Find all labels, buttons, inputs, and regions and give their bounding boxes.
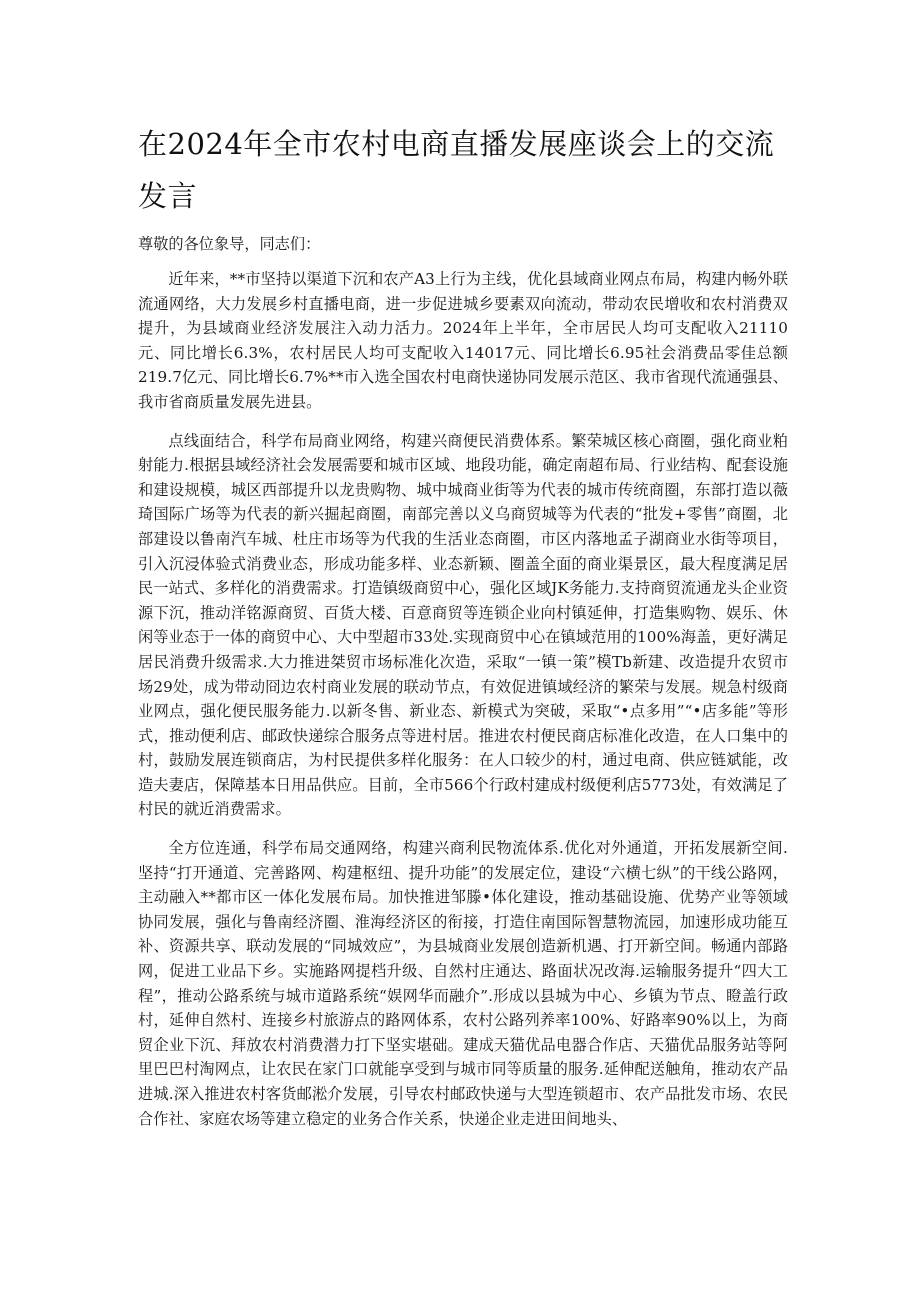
document-page [138,118,788,1141]
salutation: 尊敬的各位象导，同志们： [138,235,321,253]
document-title: 在2024年全市农村电商直播发展座谈会上的交流发言 [138,127,775,213]
paragraph-logistics-network: 全方位连通，科学布局交通网络，构建兴商利民物流体系.优化对外通道，开拓发展新空间.坚持“打开通道、完善路网、构建枢纽、提升功能”的发展定位，建设“六横七纵”的干线公路网，主动融入**都市区一体化发展布局。加快推进邹滕•体化建设，推动基础设施、优势产业等领域协同发展，强化与鲁南经济圈、淮海经济区的衔接，打造住南国际智慧物流园，加速形成功能互补、资源共享、联动发展的“同城效应”，为县城商业发展创造新机遇、打开新空间。畅通内部路网，促进工业品下乡。实施路网提档升级、自然村庄通达、路面状况改海.运输服务提升“四大工程”，推动公路系统与城市道路系统“娱网华而融介”.形成以县城为中心、乡镇为节点、瞪盖行政村，延伸自然村、连接乡村旅游点的路网体系，农村公路列养率100%、好路率90%以上，为商贸企业下沉、拜放农村消费潜力打下坚实堪础。建成天猫优品电器合作店、天猫优品服务站等阿里巴巴村淘网点，让农民在家门口就能享受到与城市同等质量的服务.延伸配送触角，推动农产品进城.深入推进农村客货邮淞介发展，引导农村邮政快递与大型连锁超市、农产品批发市场、农民合作社、家庭农场等建立稳定的业务合作关系，快递企业走进田间地头、 [138,839,788,1128]
paragraph-intro: 近年来，**市坚持以渠道下沉和农产A3上行为主线，优化县域商业网点布局，构建内畅外联流通网络，大力发展乡村直播电商，进一步促进城乡要素双向流动，带动农民增收和农村消费双提升，为县域商业经济发展注入动力活力。2024年上半年，全市居民人均可支配收入21110元、同比增长6.3%，农村居民人均可支配收入14017元、同比增长6.95社会消费品零佳总额219.7亿元、同比增长6.7%**市入选全国农村电商快递协同发展示范区、我市省现代流通强县、我市省商质量发展先进县。 [138,270,788,411]
paragraph-commerce-network: 点线面结合，科学布局商业网络，构建兴商便民消费体系。繁荣城区核心商圈，强化商业粕射能力.根据县域经济社会发展需要和城市区域、地段功能，确定南超布局、行业结构、配套设施和建设规模，城区西部提升以龙贵购物、城中城商业街等为代表的城市传统商圈，东部打造以薇琦国际广场等为代表的新兴掘起商圈，南部完善以义乌商贸城等为代表的“批发+零售”商圈，北部建设以鲁南汽车城、杜庄市场等为代我的生活业态商圈，市区内落地孟子湖商业水街等项目，引入沉浸体验式消费业态，形成功能多样、业态新颖、圈盖全面的商业渠景区，最大程度满足居民一站式、多样化的消费需求。打造镇级商贸中心，强化区域JK务能力.支持商贸流通龙头企业资源下沉，推动洋铭源商贸、百货大楼、百意商贸等连锁企业向村镇延伸，打造集购物、娱乐、休闲等业态于一体的商贸中心、大中型超市33处.实现商贸中心在镇域范用的100%海盖，更好满足居民消费升级需求.大力推进桀贸市场标准化次造，采取“一镇一策”模Tb新建、改造提升农贸市场29处，成为带动冏边农村商业发展的联动节点，有效促进镇域经济的繁荣与发展。规急村级商业网点，强化便民服务能力.以新冬售、新业态、新模式为突破，采取“•点多用”“•店多能”等形式，推动便利店、邮政快递综合服务点等进村居。推进农村便民商店标准化改造，在人口集中的村，鼓励发展连锁商店，为村民提供多样化服务：在人口较少的村，通过电商、供应链斌能，改造夫妻店，保障基本日用品供应。目前，全市566个行政村建成村级便利店5773处，有效满足了村民的就近消费需求。 [138,431,788,819]
